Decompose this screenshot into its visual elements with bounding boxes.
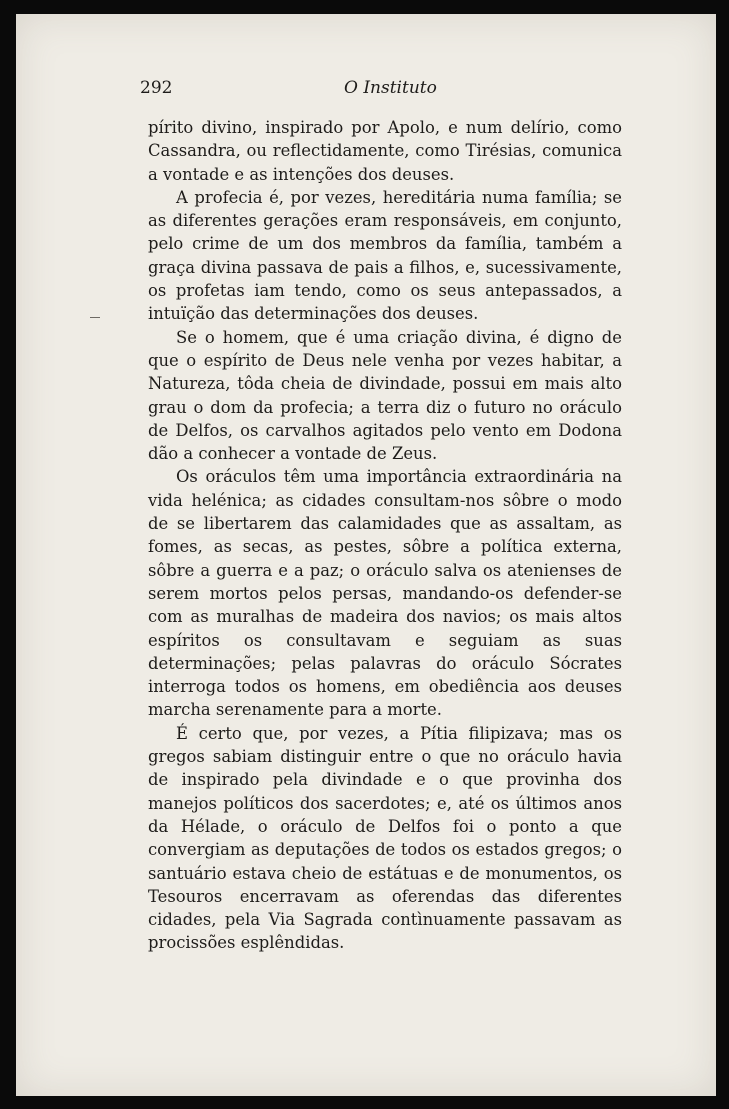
paragraph: Os oráculos têm uma importância extraordinária na vida helénica; as cidades consultam-nos sôbre o modo de se libertarem das calamidades que as assaltam, as fomes, as secas, as pestes, sôbre a política externa, sôbre a guerra e a paz; o oráculo salva os atenienses de serem mortos pelos persas, mandando-os defender-se com as muralhas de madeira dos navios; os mais altos espíritos os consultavam e seguiam as suas determinações; pelas palavras do oráculo Sócrates interroga todos os homens, em obediência aos deuses marcha serenamente para a morte. — [148, 467, 622, 720]
running-title: O Instituto — [344, 78, 437, 98]
page-header — [140, 78, 620, 102]
paragraph: A profecia é, por vezes, hereditária numa família; se as diferentes gerações eram responsáveis, em conjunto, pelo crime de um dos membros da família, também a graça divina passava de pais a filhos, e, sucessivamente, os profetas iam tendo, como os seus antepassados, a intuïção das determinações dos deuses. — [148, 187, 622, 324]
paragraph: Se o homem, que é uma criação divina, é digno de que o espírito de Deus nele venha por vezes habitar, a Natureza, tôda cheia de divindade, possui em mais alto grau o dom da profecia; a terra diz o futuro no oráculo de Delfos, os carvalhos agitados pelo vento em Dodona dão a conhecer a vontade de Zeus. — [148, 327, 622, 464]
page-number: 292 — [140, 78, 173, 98]
paragraph: pírito divino, inspirado por Apolo, e num delírio, como Cassandra, ou reflectidamente, como Tirésias, comunica a vontade e as intenções dos deuses. — [148, 118, 622, 184]
body-text — [148, 116, 622, 955]
paragraph: É certo que, por vezes, a Pítia filipizava; mas os gregos sabiam distinguir entre o que no oráculo havia de inspirado pela divindade e o que provinha dos manejos políticos dos sacerdotes; e, até os últimos anos da Hélade, o oráculo de Delfos foi o ponto a que convergiam as deputações de todos os estados gregos; o santuário estava cheio de estátuas e de monumentos, os Tesouros encerravam as oferendas das diferentes cidades, pela Via Sagrada contìnuamente passavam as procissões esplêndidas. — [148, 723, 622, 953]
margin-mark — [90, 317, 100, 318]
